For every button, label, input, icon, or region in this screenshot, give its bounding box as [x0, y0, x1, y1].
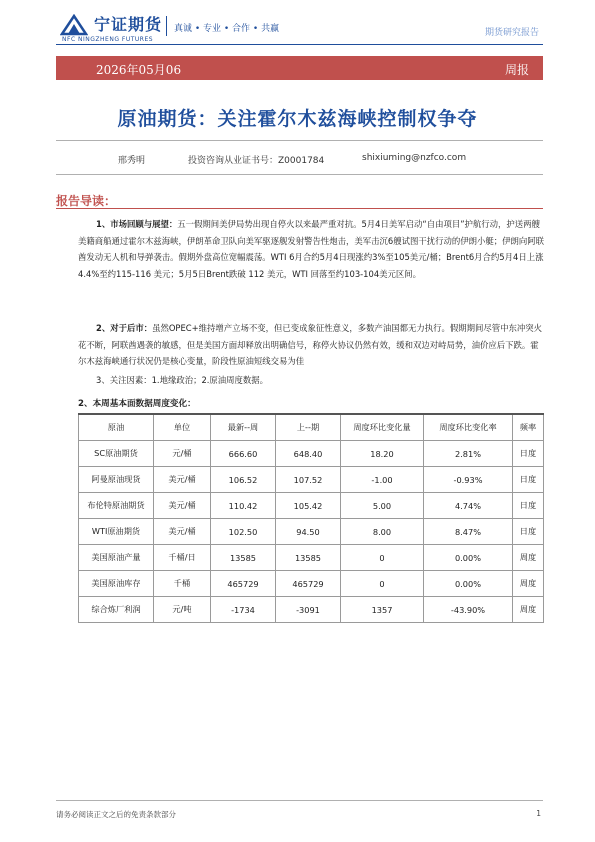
paragraph-market-review — [78, 216, 544, 282]
report-frequency-label: 周报 — [504, 63, 529, 77]
table-cell: SC原油期货 — [79, 441, 154, 467]
table-row — [79, 519, 544, 545]
paragraph-label: 2、对于后市： — [96, 323, 153, 333]
report-type-label: 期货研究报告 — [484, 28, 539, 38]
logo-mark-icon — [60, 14, 88, 36]
table-cell: 648.40 — [276, 441, 341, 467]
table-cell: 106.52 — [211, 467, 276, 493]
table-cell: 8.47% — [424, 519, 513, 545]
table-header-cell: 单位 — [154, 414, 211, 441]
table-cell: 5.00 — [341, 493, 424, 519]
table-header-cell: 频率 — [513, 414, 544, 441]
table-cell: 94.50 — [276, 519, 341, 545]
table-header-cell: 上--期 — [276, 414, 341, 441]
table-cell: 1357 — [341, 597, 424, 623]
table-cell: 美国原油产量 — [79, 545, 154, 571]
table-cell: WTI原油期货 — [79, 519, 154, 545]
table-cell: 千桶/日 — [154, 545, 211, 571]
table-row — [79, 571, 544, 597]
author-license: 投资咨询从业证书号：Z0001784 — [188, 156, 325, 166]
paragraph-factors — [78, 372, 544, 389]
table-cell: 周度 — [513, 571, 544, 597]
table-cell: 美元/桶 — [154, 519, 211, 545]
table-cell: 美元/桶 — [154, 467, 211, 493]
table-cell: -3091 — [276, 597, 341, 623]
page-title: 原油期货：关注霍尔木兹海峡控制权争夺 — [117, 108, 478, 130]
header-rule — [56, 44, 543, 45]
table-cell: 美国原油库存 — [79, 571, 154, 597]
table-cell: 2.81% — [424, 441, 513, 467]
table-row — [79, 467, 544, 493]
table-cell: 666.60 — [211, 441, 276, 467]
table-cell: 107.52 — [276, 467, 341, 493]
report-date: 2026年05月06 — [96, 63, 182, 77]
table-row — [79, 441, 544, 467]
table-cell: 13585 — [211, 545, 276, 571]
author-email[interactable]: shixiuming@nzfco.com — [362, 153, 467, 163]
table-cell: 0.00% — [424, 545, 513, 571]
section-title: 报告导读： — [56, 194, 117, 208]
table-cell: 102.50 — [211, 519, 276, 545]
paragraph-text: 3、关注因素：1.地缘政治；2.原油周度数据。 — [96, 375, 269, 385]
header-divider — [166, 16, 167, 36]
table-cell: 0 — [341, 545, 424, 571]
fundamentals-table — [78, 413, 544, 623]
table-cell: 元/吨 — [154, 597, 211, 623]
table-cell: -0.93% — [424, 467, 513, 493]
table-cell: 元/桶 — [154, 441, 211, 467]
table-cell: 18.20 — [341, 441, 424, 467]
table-cell: 日度 — [513, 467, 544, 493]
table-cell: 105.42 — [276, 493, 341, 519]
footer-disclaimer: 请务必阅读正文之后的免责条款部分 — [56, 810, 176, 819]
paragraph-outlook — [78, 320, 544, 370]
footer-rule — [56, 800, 543, 801]
table-cell: 13585 — [276, 545, 341, 571]
table-cell: -1.00 — [341, 467, 424, 493]
table-cell: -43.90% — [424, 597, 513, 623]
table-cell: 千桶 — [154, 571, 211, 597]
table-cell: 0.00% — [424, 571, 513, 597]
table-cell: 美元/桶 — [154, 493, 211, 519]
table-cell: 周度 — [513, 545, 544, 571]
paragraph-label: 1、市场回顾与展望： — [96, 219, 178, 229]
table-cell: 日度 — [513, 441, 544, 467]
section-rule — [56, 208, 543, 209]
table-header-cell: 最新--周 — [211, 414, 276, 441]
logo-en-text: NFC NINGZHENG FUTURES — [62, 36, 154, 43]
table-cell: 阿曼原油现货 — [79, 467, 154, 493]
table-cell: 4.74% — [424, 493, 513, 519]
table-header-cell: 周度环比变化量 — [341, 414, 424, 441]
paragraph-text: 五一假期间美伊局势出现自停火以来最严重对抗。5月4日美军启动“自由项目”护航行动，护送两艘美籍商船通过霍尔木兹海峡，伊朗革命卫队向美军驱逐舰发射警告性炮击，美军击沉6艘试图干扰行动的伊朗小艇；伊朗向阿联酋发动无人机和导弹袭击。假期外盘高位宽幅震荡。WTI 6月合约5月4日现涨约3%至105美元/桶；Brent6月合约5月4日上涨4.4%至约115-116 美元；5月5日Brent跌破 112 美元，WTI 回落至约103-104美元区间。 — [78, 219, 544, 279]
table-row — [79, 597, 544, 623]
table-cell: 465729 — [276, 571, 341, 597]
table-cell: 布伦特原油期货 — [79, 493, 154, 519]
table-cell: 日度 — [513, 519, 544, 545]
logo-text: 宁证期货 — [94, 15, 163, 34]
table-row — [79, 493, 544, 519]
table-cell: 综合炼厂利润 — [79, 597, 154, 623]
author-rule-bottom — [56, 174, 543, 175]
table-header-row — [79, 414, 544, 441]
page-number: 1 — [536, 809, 541, 818]
table-cell: -1734 — [211, 597, 276, 623]
table-cell: 日度 — [513, 493, 544, 519]
table-header-cell: 原油 — [79, 414, 154, 441]
table-cell: 110.42 — [211, 493, 276, 519]
table-title: 2、本周基本面数据周度变化： — [78, 399, 196, 409]
table-row — [79, 545, 544, 571]
paragraph-text: 虽然OPEC+维持增产立场不变，但已变成象征性意义，多数产油国都无力执行。假期期间尽管中东冲突火花不断，阿联酋遇袭的敏感，但是美国方面却释放出明确信号，称停火协议仍然有效，缓和双边对峙局势，油价应后下跌。霍尔木兹海峡通行状况仍是核心变量，阶段性原油短线交易为佳 — [78, 323, 542, 366]
author-rule-top — [56, 140, 543, 141]
slogan: 真诚 • 专业 • 合作 • 共赢 — [174, 24, 280, 34]
table-cell: 0 — [341, 571, 424, 597]
table-cell: 周度 — [513, 597, 544, 623]
author-name: 邢秀明 — [118, 156, 146, 166]
table-header-cell: 周度环比变化率 — [424, 414, 513, 441]
table-cell: 8.00 — [341, 519, 424, 545]
table-cell: 465729 — [211, 571, 276, 597]
